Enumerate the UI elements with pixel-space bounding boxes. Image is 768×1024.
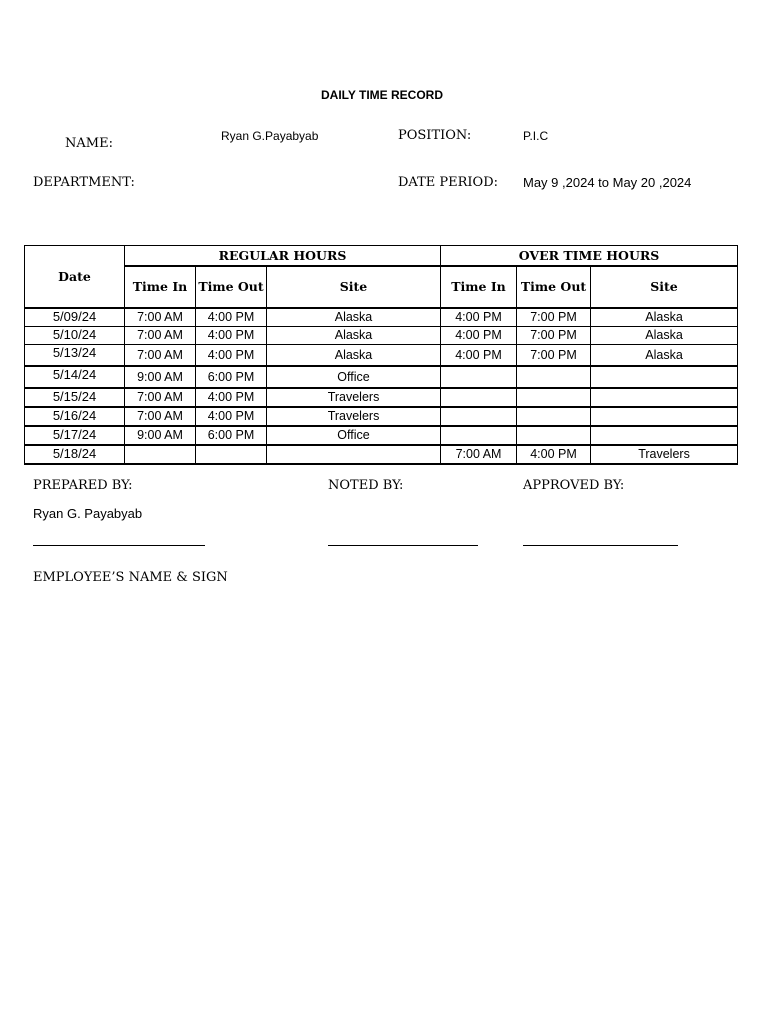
preparer-name: Ryan G. Payabyab — [33, 506, 143, 521]
prepared-by-label: PREPARED BY: — [33, 478, 133, 493]
regular-time-out-cell: 4:00 PM — [196, 345, 267, 367]
overtime-time-out-cell — [517, 388, 591, 407]
regular-site-cell: Office — [267, 366, 441, 388]
date-cell: 5/18/24 — [25, 445, 125, 464]
regular-site-cell: Alaska — [267, 308, 441, 327]
regular-time-in-cell: 9:00 AM — [125, 366, 196, 388]
noted-by-label: NOTED BY: — [328, 478, 404, 493]
regular-site-header: Site — [267, 266, 441, 308]
overtime-site-cell: Alaska — [591, 345, 738, 367]
regular-time-in-cell: 7:00 AM — [125, 327, 196, 345]
regular-time-out-cell: 6:00 PM — [196, 366, 267, 388]
overtime-time-in-cell — [441, 407, 517, 426]
regular-time-out-header: Time Out — [196, 266, 267, 308]
overtime-time-out-cell: 7:00 PM — [517, 327, 591, 345]
employee-name-sign-label: EMPLOYEE’S NAME & SIGN — [33, 570, 228, 585]
overtime-time-in-cell — [441, 388, 517, 407]
regular-time-in-header: Time In — [125, 266, 196, 308]
overtime-time-out-cell: 7:00 PM — [517, 345, 591, 367]
approved-by-label: APPROVED BY: — [523, 478, 625, 493]
regular-time-in-cell: 7:00 AM — [125, 308, 196, 327]
regular-site-cell: Alaska — [267, 345, 441, 367]
regular-time-out-cell: 6:00 PM — [196, 426, 267, 445]
date-cell: 5/15/24 — [25, 388, 125, 407]
name-label: NAME: — [65, 136, 113, 151]
overtime-time-in-cell — [441, 366, 517, 388]
date-period-value: May 9 ,2024 to May 20 ,2024 — [523, 175, 692, 190]
overtime-time-in-cell: 4:00 PM — [441, 345, 517, 367]
overtime-time-out-cell — [517, 426, 591, 445]
regular-site-cell: Travelers — [267, 407, 441, 426]
regular-site-cell: Alaska — [267, 327, 441, 345]
position-value: P.I.C — [523, 129, 549, 143]
table-row — [25, 388, 738, 407]
table-row — [25, 426, 738, 445]
regular-time-in-cell: 7:00 AM — [125, 345, 196, 367]
overtime-time-out-cell — [517, 366, 591, 388]
overtime-time-out-cell — [517, 407, 591, 426]
table-row — [25, 308, 738, 327]
overtime-time-in-cell: 4:00 PM — [441, 327, 517, 345]
noted-signature-line — [328, 545, 478, 546]
overtime-time-in-header: Time In — [441, 266, 517, 308]
regular-site-cell: Office — [267, 426, 441, 445]
overtime-time-out-cell: 4:00 PM — [517, 445, 591, 464]
overtime-hours-header: OVER TIME HOURS — [441, 246, 738, 267]
regular-time-out-cell — [196, 445, 267, 464]
table-row — [25, 445, 738, 464]
overtime-time-in-cell: 7:00 AM — [441, 445, 517, 464]
regular-time-in-cell — [125, 445, 196, 464]
position-label: POSITION: — [398, 128, 472, 143]
table-row — [25, 345, 738, 367]
table-subheader-row — [25, 266, 738, 308]
overtime-site-cell — [591, 388, 738, 407]
overtime-site-cell — [591, 407, 738, 426]
overtime-time-in-cell: 4:00 PM — [441, 308, 517, 327]
regular-site-cell — [267, 445, 441, 464]
overtime-site-cell — [591, 426, 738, 445]
date-cell: 5/17/24 — [25, 426, 125, 445]
department-label: DEPARTMENT: — [33, 175, 135, 190]
date-cell: 5/16/24 — [25, 407, 125, 426]
overtime-time-in-cell — [441, 426, 517, 445]
table-header-row — [25, 246, 738, 267]
date-cell: 5/14/24 — [25, 366, 125, 388]
regular-site-cell: Travelers — [267, 388, 441, 407]
approved-signature-line — [523, 545, 678, 546]
regular-time-out-cell: 4:00 PM — [196, 308, 267, 327]
overtime-time-out-header: Time Out — [517, 266, 591, 308]
table-row — [25, 407, 738, 426]
overtime-site-cell: Alaska — [591, 327, 738, 345]
time-record-table — [24, 245, 738, 465]
regular-time-in-cell: 7:00 AM — [125, 407, 196, 426]
overtime-site-header: Site — [591, 266, 738, 308]
regular-time-out-cell: 4:00 PM — [196, 327, 267, 345]
regular-time-out-cell: 4:00 PM — [196, 407, 267, 426]
regular-time-in-cell: 7:00 AM — [125, 388, 196, 407]
overtime-site-cell — [591, 366, 738, 388]
regular-time-out-cell: 4:00 PM — [196, 388, 267, 407]
date-column-header: Date — [25, 246, 125, 309]
overtime-site-cell: Alaska — [591, 308, 738, 327]
date-cell: 5/09/24 — [25, 308, 125, 327]
regular-hours-header: REGULAR HOURS — [125, 246, 441, 267]
regular-time-in-cell: 9:00 AM — [125, 426, 196, 445]
document-title: DAILY TIME RECORD — [320, 88, 443, 102]
date-cell: 5/10/24 — [25, 327, 125, 345]
date-period-label: DATE PERIOD: — [398, 175, 499, 190]
prepared-signature-line — [33, 545, 205, 546]
name-value: Ryan G.Payabyab — [221, 129, 319, 143]
table-row — [25, 366, 738, 388]
overtime-time-out-cell: 7:00 PM — [517, 308, 591, 327]
date-cell: 5/13/24 — [25, 345, 125, 367]
table-row — [25, 327, 738, 345]
overtime-site-cell: Travelers — [591, 445, 738, 464]
